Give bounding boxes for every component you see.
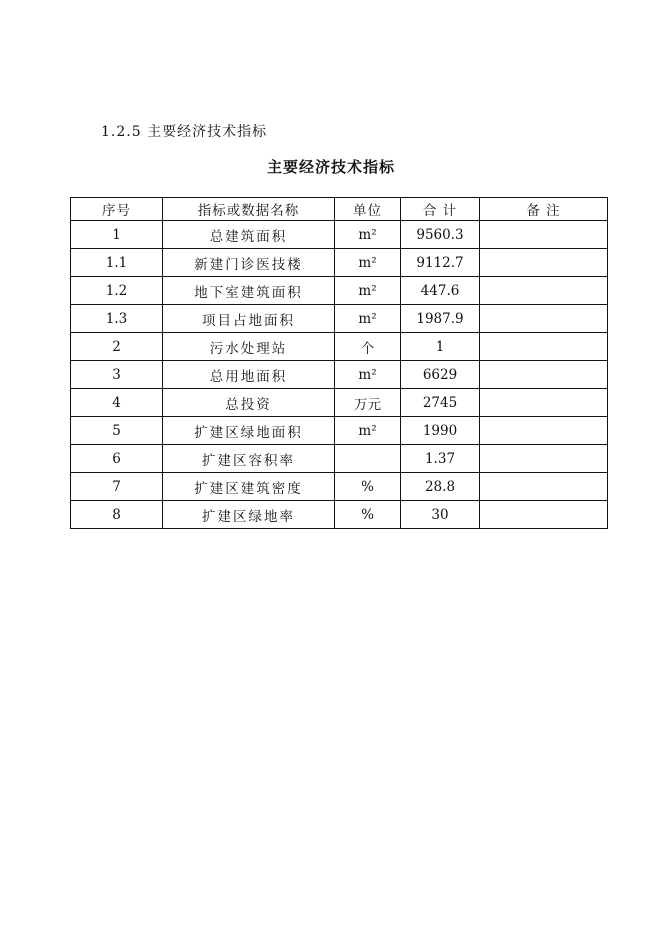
cell-unit: m²	[335, 277, 401, 305]
cell-total: 9560.3	[401, 221, 480, 249]
cell-name: 扩建区容积率	[163, 445, 335, 473]
cell-no: 7	[71, 473, 163, 501]
section-heading: 1.2.5 主要经济技术指标	[101, 124, 268, 140]
table-row	[71, 445, 608, 473]
table-row	[71, 473, 608, 501]
cell-note	[480, 221, 608, 249]
cell-note	[480, 333, 608, 361]
cell-no: 4	[71, 389, 163, 417]
cell-no: 1.2	[71, 277, 163, 305]
cell-name: 地下室建筑面积	[163, 277, 335, 305]
cell-total: 28.8	[401, 473, 480, 501]
header-total: 合 计	[401, 198, 480, 221]
table-row	[71, 333, 608, 361]
cell-unit: %	[335, 473, 401, 501]
cell-no: 8	[71, 501, 163, 529]
cell-total: 447.6	[401, 277, 480, 305]
cell-note	[480, 417, 608, 445]
cell-unit: m²	[335, 221, 401, 249]
cell-note	[480, 445, 608, 473]
cell-total: 1.37	[401, 445, 480, 473]
cell-total: 6629	[401, 361, 480, 389]
cell-total: 1990	[401, 417, 480, 445]
cell-unit: m²	[335, 305, 401, 333]
cell-no: 1.1	[71, 249, 163, 277]
cell-unit: 个	[335, 333, 401, 361]
cell-name: 扩建区绿地率	[163, 501, 335, 529]
table-row	[71, 501, 608, 529]
cell-total: 1987.9	[401, 305, 480, 333]
cell-name: 扩建区绿地面积	[163, 417, 335, 445]
header-no: 序号	[71, 198, 163, 221]
cell-no: 5	[71, 417, 163, 445]
cell-no: 3	[71, 361, 163, 389]
cell-note	[480, 501, 608, 529]
cell-note	[480, 249, 608, 277]
cell-unit: 万元	[335, 389, 401, 417]
cell-note	[480, 277, 608, 305]
cell-total: 2745	[401, 389, 480, 417]
cell-unit	[335, 445, 401, 473]
cell-name: 总用地面积	[163, 361, 335, 389]
table-row	[71, 277, 608, 305]
table-title: 主要经济技术指标	[266, 158, 395, 176]
cell-total: 1	[401, 333, 480, 361]
cell-name: 项目占地面积	[163, 305, 335, 333]
header-name: 指标或数据名称	[163, 198, 335, 221]
cell-name: 新建门诊医技楼	[163, 249, 335, 277]
cell-no: 6	[71, 445, 163, 473]
cell-no: 2	[71, 333, 163, 361]
table-row	[71, 305, 608, 333]
cell-name: 污水处理站	[163, 333, 335, 361]
cell-unit: m²	[335, 417, 401, 445]
header-note: 备 注	[480, 198, 608, 221]
cell-unit: m²	[335, 249, 401, 277]
cell-unit: m²	[335, 361, 401, 389]
cell-no: 1	[71, 221, 163, 249]
cell-name: 扩建区建筑密度	[163, 473, 335, 501]
cell-unit: %	[335, 501, 401, 529]
header-unit: 单位	[335, 198, 401, 221]
cell-no: 1.3	[71, 305, 163, 333]
cell-note	[480, 473, 608, 501]
table-row	[71, 361, 608, 389]
indicators-table	[70, 197, 608, 529]
cell-total: 9112.7	[401, 249, 480, 277]
table-row	[71, 221, 608, 249]
cell-name: 总建筑面积	[163, 221, 335, 249]
cell-name: 总投资	[163, 389, 335, 417]
table-row	[71, 417, 608, 445]
table-header-row	[71, 198, 608, 221]
cell-note	[480, 389, 608, 417]
table-row	[71, 389, 608, 417]
table-row	[71, 249, 608, 277]
cell-note	[480, 305, 608, 333]
cell-total: 30	[401, 501, 480, 529]
cell-note	[480, 361, 608, 389]
